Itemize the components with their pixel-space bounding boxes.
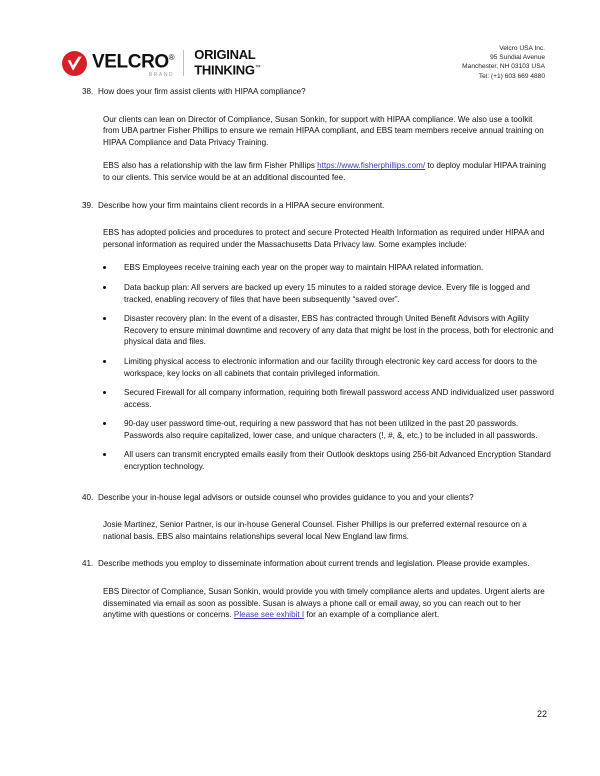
bullet-point-icon [103, 449, 124, 461]
bullet-point-icon [103, 282, 124, 294]
address-line-street: 95 Sundial Avenue [490, 54, 545, 62]
list-item [103, 387, 555, 410]
question-38-number: 38. [82, 87, 94, 96]
exhibit-i-link[interactable]: Please see exhibit I [233, 610, 305, 620]
question-39-number: 39. [82, 200, 94, 210]
thinking-line [194, 62, 260, 77]
bullet-point-icon [103, 418, 124, 430]
bullet-text: EBS Employees receive training each year on the proper way to maintain HIPAA related information. [124, 263, 484, 273]
list-item [103, 262, 555, 274]
velcro-wordmark [92, 48, 174, 78]
page-number: 22 [536, 709, 547, 719]
question-39 [82, 200, 548, 212]
bullet-text: Limiting physical access to electronic information and our facility through electronic key card access for doors to the workspace, key locks on all cabinets that contain privileged information. [124, 356, 537, 378]
answer-40-paragraph-1: Josie Martinez, Senior Partner, is our in-house General Counsel. Fisher Phillips is our preferred external resource on a national basis. EBS also maintains relationships several local New England law firms. [103, 520, 527, 541]
bullet-point-icon [103, 356, 124, 368]
list-item [103, 418, 555, 441]
velcro-brand-subtitle: BRAND [148, 72, 175, 79]
list-item [103, 449, 555, 472]
answer-39-paragraph-1: EBS has adopted policies and procedures to protect and secure Protected Health Information as required under HIPAA and personal information as required under the Massachusetts Data Privacy law. Some examples include: [103, 228, 545, 249]
answer-41-text-after: for an example of a compliance alert. [304, 610, 440, 620]
velcro-original-thinking-logo [62, 46, 260, 80]
question-41-text: Describe methods you employ to disseminate information about current trends and legislation. Please provide examples. [98, 559, 530, 569]
trademark-mark: ™ [254, 64, 261, 71]
address-line-city: Manchester, NH 03103 USA [462, 63, 545, 71]
original-text: ORIGINAL [194, 47, 256, 63]
answer-39-bullet-list [103, 262, 555, 472]
question-39-text: Describe how your firm maintains client records in a HIPAA secure environment. [98, 200, 385, 210]
velcro-word-text: VELCRO [92, 51, 169, 73]
bullet-text: All users can transmit encrypted emails easily from their Outlook desktops using 256-bit Advanced Encryption Standard encryption technology. [124, 450, 551, 472]
list-item [103, 282, 555, 305]
fisher-phillips-link[interactable]: https://www.fisherphillips.com/ [317, 161, 426, 171]
answer-38-paragraph-2 [103, 160, 548, 183]
bullet-point-icon [103, 313, 124, 325]
bullet-point-icon [103, 262, 124, 274]
list-item [103, 356, 555, 379]
bullet-text: 90-day user password time-out, requiring a new password that has not been utilized in the past 20 passwords. Passwords also require capitalized, lower case, and unique characters (!, #, &, etc.) to be included in all passwords. [124, 419, 538, 440]
answer-38-text-before: EBS also has a relationship with the law firm Fisher Phillips [103, 161, 318, 171]
bullet-text: Secured Firewall for all company information, requiring both firewall password access AND individualized user password access. [124, 388, 555, 409]
question-38-text: How does your firm assist clients with HIPAA compliance? [98, 87, 306, 96]
document-body [0, 86, 600, 621]
registered-mark: ® [168, 52, 175, 62]
question-38 [82, 86, 548, 98]
address-line-company: Velcro USA Inc. [499, 45, 545, 52]
question-40-number: 40. [82, 492, 94, 502]
question-40-text: Describe your in-house legal advisors or outside counsel who provides guidance to you and your clients? [98, 492, 474, 502]
bullet-text: Data backup plan: All servers are backed up every 15 minutes to a raided storage device. Every file is logged and tracked, enabling recovery of files that have been subsequently “saved over”. [124, 282, 530, 304]
question-41-number: 41. [82, 559, 94, 569]
page-header [0, 44, 600, 90]
bullet-text: Disaster recovery plan: In the event of a disaster, EBS has contracted through United Benefit Advisors with Agility Recovery to ensure minimal downtime and recovery of any data that might be lost in the process, both for electronic and physical data and files. [124, 314, 554, 347]
velcro-word [92, 48, 174, 71]
answer-38-paragraph-1: Our clients can lean on Director of Compliance, Susan Sonkin, for support with HIPAA compliance. We also use a toolkit from UBA partner Fisher Phillips to ensure we remain HIPAA compliant, and EBS team members receive annual training on HIPAA Compliance and Data Privacy Training. [103, 114, 544, 147]
question-41 [82, 558, 548, 570]
address-line-phone: Tel: (+1) 603 669 4880 [478, 72, 545, 80]
velcro-checkmark-icon [62, 51, 87, 76]
question-40 [82, 492, 548, 504]
bullet-point-icon [103, 387, 124, 399]
company-address [462, 44, 545, 81]
answer-38-text-after: to deploy modular HIPAA training to our clients. This service would be at an additional discounted fee. [103, 161, 546, 182]
thinking-text: THINKING [194, 62, 255, 78]
original-thinking-wordmark [194, 49, 260, 76]
logo-divider [183, 50, 184, 76]
answer-41-text-before: EBS Director of Compliance, Susan Sonkin, would provide you with timely compliance alerts and updates. Urgent alerts are disseminated via email as soon as possible. Susan is always a phone call or email away, so you can reach out to her anytime with questions or concerns. [103, 587, 545, 620]
list-item [103, 313, 555, 348]
answer-41-paragraph-1 [103, 586, 548, 621]
